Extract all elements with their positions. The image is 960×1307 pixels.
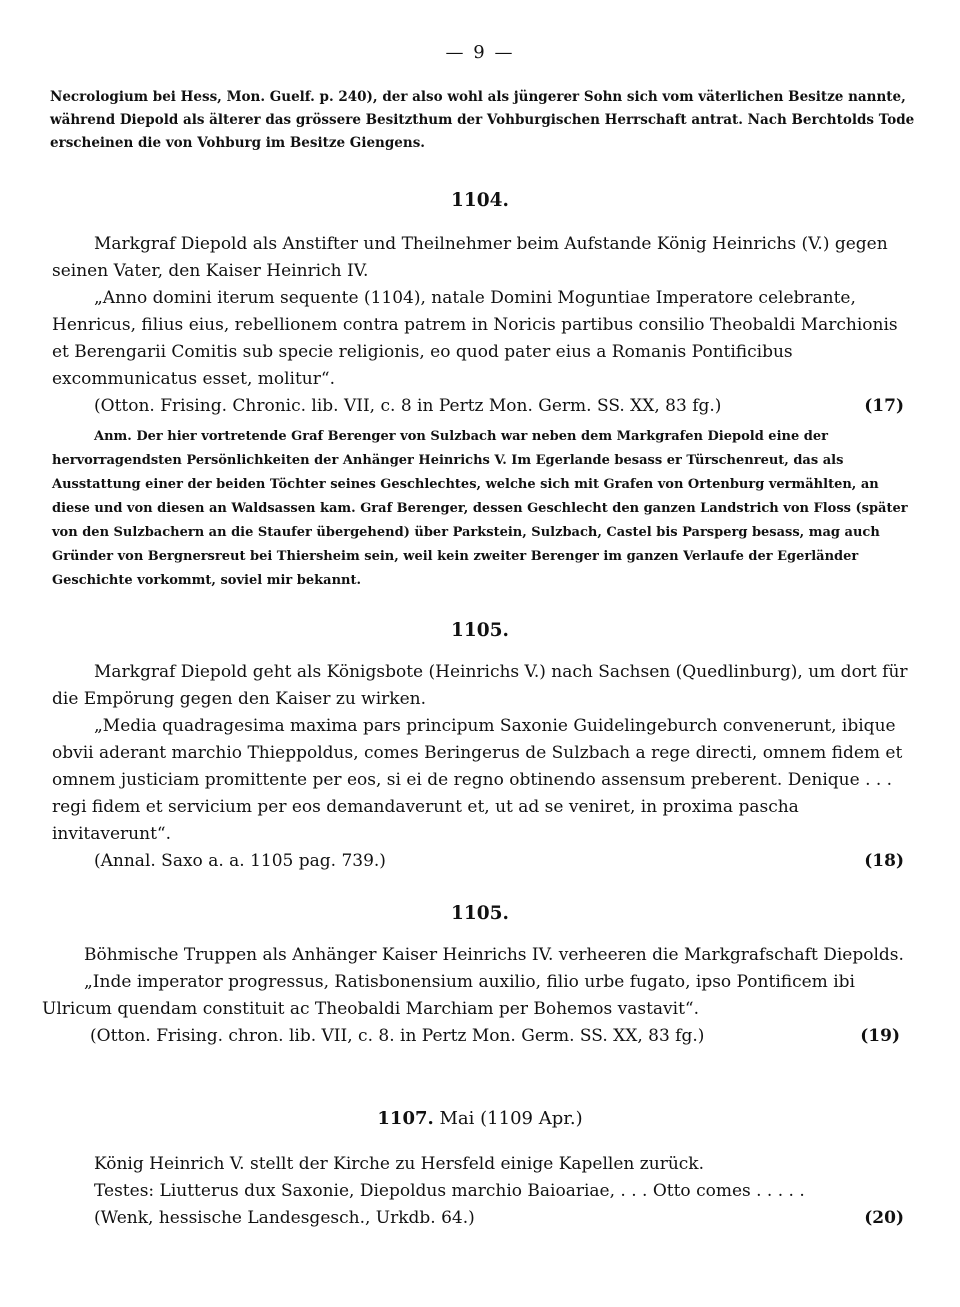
entry-summary: Markgraf Diepold als Anstifter und Theilnehmer beim Aufstande König Heinrichs (V.) gegen seinen Vater, den Kaiser Heinrich IV.: [52, 234, 888, 281]
entry-heading-1105-b: 1105.: [451, 903, 509, 924]
entry-reference: [94, 848, 904, 875]
top-note-text: Necrologium bei Hess, Mon. Guelf. p. 240), der also wohl als jüngerer Sohn sich vom väterlichen Besitze nannte, während Diepold als älterer das grössere Besitzthum der Vohburgischen Herrschaft antrat. Nach Berchtolds Tode erscheinen die von Vohburg im Besitze Giengens.: [50, 89, 915, 151]
entry-reference: [94, 1205, 904, 1232]
entry-heading-extra: Mai (1109 Apr.): [439, 1108, 583, 1129]
entry-heading-1105-a: 1105.: [451, 620, 509, 641]
entry-quote: „Media quadragesima maxima pars principum Saxonie Guidelingeburch convenerunt, ibique obvii aderant marchio Thieppoldus, comes Beringerus de Sulzbach a rege directi, omnem fidem et omnem justiciam promittente per eos, si ei de regno obtinendo assensum preberent. Denique . . . regi fidem et servicium per eos demandaverunt et, ut ad se veniret, in proxima pascha invitaverunt“.: [52, 716, 903, 844]
entry-summary: König Heinrich V. stellt der Kirche zu Hersfeld einige Kapellen zurück.: [94, 1154, 704, 1174]
entry-source: (Wenk, hessische Landesgesch., Urkdb. 64.): [94, 1208, 475, 1228]
entry-number: (19): [860, 1026, 900, 1046]
entry-note-1104: [52, 425, 914, 593]
entry-1104: [52, 231, 912, 420]
entry-source: (Otton. Frising. Chronic. lib. VII, c. 8 in Pertz Mon. Germ. SS. XX, 83 fg.): [94, 396, 722, 416]
entry-number: (20): [864, 1208, 904, 1228]
top-note: [50, 86, 916, 155]
entry-summary: Böhmische Truppen als Anhänger Kaiser Heinrichs IV. verheeren die Markgrafschaft Diepolds.: [84, 945, 904, 965]
entry-heading-1107: [0, 1108, 960, 1129]
entry-quote: „Inde imperator progressus, Ratisbonensium auxilio, filio urbe fugato, ipso Pontificem ibi Ulricum quendam constituit ac Theobaldi Marchiam per Bohemos vastavit“.: [42, 972, 855, 1019]
entry-note-text: Anm. Der hier vortretende Graf Berenger von Sulzbach war neben dem Markgrafen Diepold eine der hervorragendsten Persönlichkeiten der Anhänger Heinrichs V. Im Egerlande besass er Türschenreut, das als Ausstattung einer der beiden Töchter seines Geschlechtes, welche sich mit Grafen von Ortenburg vermählten, an diese und von diesen an Waldsassen kam. Graf Berenger, dessen Geschlecht den ganzen Landstrich von Floss (später von den Sulzbachern an die Staufer übergehend) über Parkstein, Sulzbach, Castel bis Parsperg besass, mag auch Gründer von Bergnersreut bei Thiersheim sein, weil kein zweiter Berenger im ganzen Verlaufe der Egerländer Geschichte vorkommt, soviel mir bekannt.: [52, 429, 908, 588]
entry-testes: Testes: Liutterus dux Saxonie, Diepoldus marchio Baioariae, . . . Otto comes . . . . .: [94, 1181, 805, 1201]
entry-1105-b: [42, 942, 912, 1050]
entry-1105-a: [52, 659, 912, 875]
entry-source: (Otton. Frising. chron. lib. VII, c. 8. in Pertz Mon. Germ. SS. XX, 83 fg.): [90, 1026, 705, 1046]
entry-reference: [94, 393, 904, 420]
entry-number: (17): [864, 396, 904, 416]
entry-reference: [90, 1023, 900, 1050]
entry-1107: [52, 1151, 912, 1232]
entry-number: (18): [864, 851, 904, 871]
entry-summary: Markgraf Diepold geht als Königsbote (Heinrichs V.) nach Sachsen (Quedlinburg), um dort für die Empörung gegen den Kaiser zu wirken.: [52, 662, 908, 709]
entry-heading-year: 1107.: [377, 1108, 434, 1129]
entry-quote: „Anno domini iterum sequente (1104), natale Domini Moguntiae Imperatore celebrante, Henricus, filius eius, rebellionem contra patrem in Noricis partibus consilio Theobaldi Marchionis et Berengarii Comitis sub specie religionis, eo quod pater eius a Romanis Pontificibus excommunicatus esset, molitur“.: [52, 288, 898, 389]
page-number: — 9 —: [445, 42, 515, 63]
entry-heading-1104: 1104.: [451, 190, 509, 211]
entry-source: (Annal. Saxo a. a. 1105 pag. 739.): [94, 851, 386, 871]
